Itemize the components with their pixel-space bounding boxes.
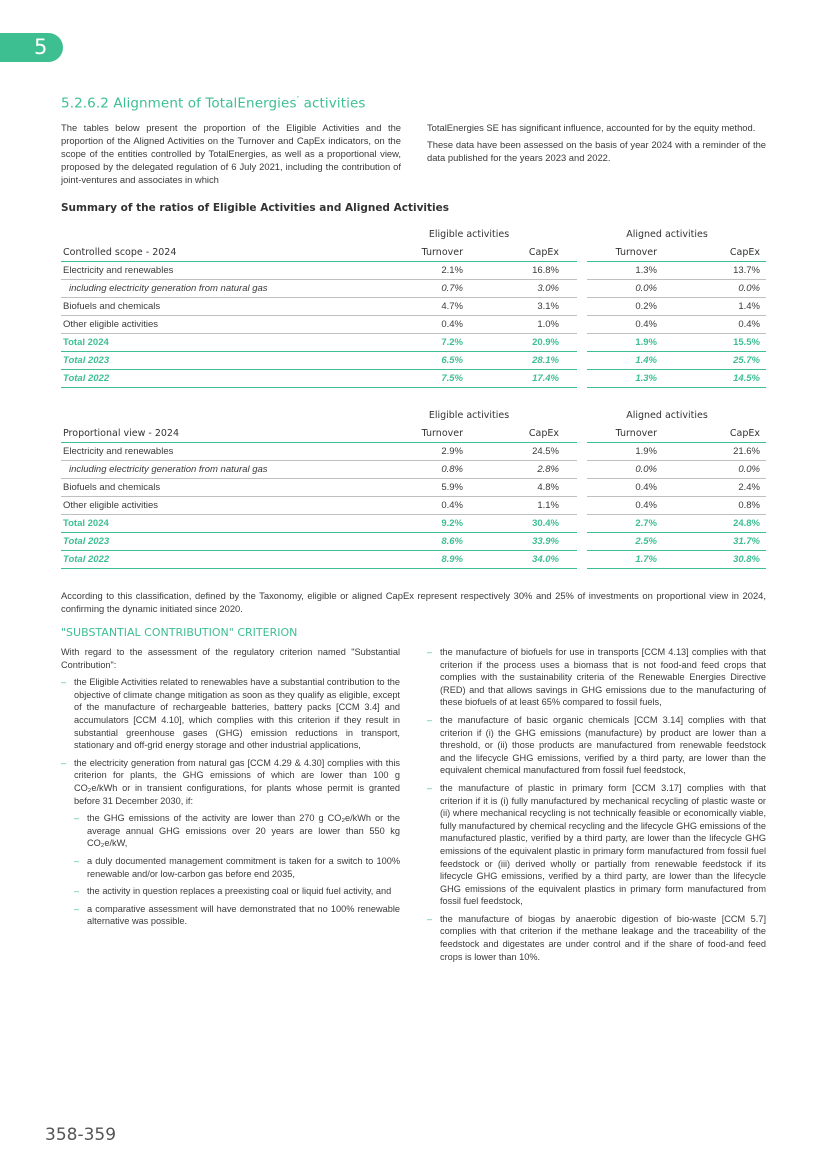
cell: 30.8% (733, 554, 760, 565)
row-label: Total 2023 (63, 536, 110, 547)
classification-paragraph: According to this classification, defined by the Taxonomy, eligible or aligned CapEx represent respectively 30% and 25% of investments on proportional view in 2024, confirming the dynamic initiated since 2020. (61, 590, 766, 614)
cell: 0.4% (441, 500, 463, 511)
aligned-group-label: Aligned activities (626, 229, 708, 240)
page-number: 358-359 (45, 1125, 117, 1145)
intro-right-column (427, 121, 766, 164)
col-header: Turnover (421, 428, 463, 439)
table-row-total (61, 334, 766, 352)
intro-right-paragraph-2: These data have been assessed on the basis of year 2024 with a reminder of the data published for the years 2023 and 2022. (427, 139, 766, 163)
table-row (61, 262, 766, 280)
cell: 24.8% (733, 518, 760, 529)
cell: 0.2% (635, 301, 657, 312)
cell: 4.7% (441, 301, 463, 312)
sub-list-item: – a duly documented management commitment is taken for a switch to 100% renewable and/or low-carbon gas before end 2035, (61, 855, 400, 880)
section-title-sup: ’ (296, 95, 300, 104)
row-label: including electricity generation from natural gas (69, 464, 268, 475)
table-group-header (61, 410, 766, 425)
intro-left-paragraph: The tables below present the proportion of the Eligible Activities and the proportion of the Aligned Activities on the Turnover and CapEx indicators, on the scope of the entities controlled by TotalEnergies, as well as a proportional view, proposed by the delegated regulation of 6 July 2021, including the contribution of joint-ventures and associates in which (61, 122, 401, 185)
table-row (61, 497, 766, 515)
table-row (61, 316, 766, 334)
cell: 30.4% (532, 518, 559, 529)
chapter-tab (0, 33, 63, 62)
cell: 16.8% (532, 265, 559, 276)
section-title-text: 5.2.6.2 Alignment of TotalEnergies (61, 95, 297, 112)
row-label: Electricity and renewables (63, 265, 174, 276)
section-title (61, 95, 366, 112)
cell: 31.7% (733, 536, 760, 547)
cell: 0.4% (635, 482, 657, 493)
table-row (61, 479, 766, 497)
cell: 0.8% (441, 464, 463, 475)
cell: 15.5% (733, 337, 760, 348)
cell: 9.2% (441, 518, 463, 529)
row-label: Total 2024 (63, 518, 109, 529)
cell: 2.9% (441, 446, 463, 457)
criterion-intro: With regard to the assessment of the regulatory criterion named "Substantial Contribution": (61, 647, 400, 670)
cell: 3.0% (537, 283, 559, 294)
controlled-scope-table (61, 229, 766, 388)
cell: 1.4% (635, 355, 657, 366)
row-label: Biofuels and chemicals (63, 301, 161, 312)
row-label: Other eligible activities (63, 500, 159, 511)
cell: 1.4% (738, 301, 760, 312)
row-label: Total 2024 (63, 337, 109, 348)
table-row-total (61, 352, 766, 370)
col-header: CapEx (528, 428, 559, 439)
cell: 17.4% (532, 373, 559, 384)
row-label: Electricity and renewables (63, 446, 174, 457)
col-header: CapEx (729, 428, 760, 439)
cell: 7.2% (441, 337, 463, 348)
col-header: Turnover (421, 247, 463, 258)
cell: 1.9% (635, 337, 657, 348)
cell: 0.0% (635, 283, 657, 294)
list-item: – the manufacture of basic organic chemicals [CCM 3.14] complies with that criterion if (i) the GHG emissions (manufacture) by product are lower than a threshold, or (ii) those products are manufactured from renewable feedstock and the lifecycle GHG emissions, verified by a third party, are lower than the equivalent chemical manufactured from fossil fuel feedstock, (427, 714, 766, 777)
table-row (61, 298, 766, 316)
cell: 20.9% (532, 337, 559, 348)
list-item: – the Eligible Activities related to renewables have a substantial contribution to the objective of climate change mitigation as soon as they qualify as eligible, except of the manufacture of rechargeable batteries, battery packs [CCM 3.4] and accumulators [CCM 4.10], which complies with this criterion if they result in substantial greenhouse gases (GHG) emission reductions in transport, stationary and off-grid energy storage and other industrial applications, (61, 676, 400, 752)
cell: 1.0% (537, 319, 559, 330)
cell: 3.1% (537, 301, 559, 312)
criterion-title: "SUBSTANTIAL CONTRIBUTION" CRITERION (61, 626, 298, 639)
table-header-row (61, 425, 766, 443)
sub-list-item: – the GHG emissions of the activity are lower than 270 g CO₂e/kWh or the average annual GHG emissions over 20 years are lower than 550 kg CO₂e/kW, (61, 812, 400, 850)
table-group-header (61, 229, 766, 244)
cell: 0.8% (738, 500, 760, 511)
col-header: CapEx (528, 247, 559, 258)
sub-list-item: – the activity in question replaces a preexisting coal or liquid fuel activity, and (61, 885, 400, 898)
list-item: – the manufacture of plastic in primary form [CCM 3.17] complies with that criterion if it is (i) fully manufactured by mechanical recycling of plastic waste or (ii) where mechanical recycling is not technically feasible or economically viable, fully manufactured by chemical recycling and the lifecycle GHG emissions of the manufactured plastic, verified by a third party, are lower than the lifecycle GHG emissions of the equivalent plastic in primary form manufactured from fossil fuel feedstock or (iii) derived wholly or partially from renewable feedstock if its lifecycle GHG emissions, verified by a third party, are lower than the lifecycle GHG emissions of the equivalent plastics in primary form manufactured from fossil fuel feedstock, (427, 782, 766, 908)
scope-label: Controlled scope - 2024 (63, 247, 177, 258)
cell: 0.0% (635, 464, 657, 475)
cell: 1.9% (635, 446, 657, 457)
list-item: – the electricity generation from natural gas [CCM 4.29 & 4.30] complies with this criterion for plants, the GHG emissions of which are lower than 100 g CO₂e/kWh or in transient configurations, for plants whose permit is granted before 31 December 2030, if: (61, 757, 400, 807)
cell: 13.7% (733, 265, 760, 276)
col-header: CapEx (729, 247, 760, 258)
cell: 5.9% (441, 482, 463, 493)
cell: 33.9% (532, 536, 559, 547)
cell: 2.8% (537, 464, 559, 475)
row-label: Total 2022 (63, 373, 110, 384)
table-row-total (61, 370, 766, 388)
table-row (61, 461, 766, 479)
table-row-total (61, 551, 766, 569)
sub-list-item: – a comparative assessment will have demonstrated that no 100% renewable alternative was possible. (61, 903, 400, 928)
cell: 1.7% (635, 554, 657, 565)
table-row-total (61, 533, 766, 551)
criterion-left-column (61, 646, 400, 933)
cell: 2.1% (441, 265, 463, 276)
scope-label: Proportional view - 2024 (63, 428, 180, 439)
proportional-view-table (61, 410, 766, 569)
cell: 0.0% (738, 464, 760, 475)
cell: 25.7% (733, 355, 760, 366)
row-label: Other eligible activities (63, 319, 159, 330)
cell: 34.0% (532, 554, 559, 565)
row-label: including electricity generation from natural gas (69, 283, 268, 294)
cell: 0.4% (635, 319, 657, 330)
list-item: – the manufacture of biogas by anaerobic digestion of bio-waste [CCM 5.7] complies with that criterion if the methane leakage and the traceability of the feedstock and digestates are under control and if the share of food-and feed crops is lower than 10%. (427, 913, 766, 963)
chapter-number: 5 (34, 35, 48, 59)
cell: 1.1% (537, 500, 559, 511)
cell: 6.5% (441, 355, 463, 366)
list-item: – the manufacture of biofuels for use in transports [CCM 4.13] complies with that criterion if the process uses a biomass that is not food-and feed crops that complies with the sustainability criteria of the Renewable Energies Directive (RED) and that allows savings in GHG emissions due to the manufacturing of these biofuels of at least 65% compared to fossil fuels, (427, 646, 766, 709)
cell: 0.4% (635, 500, 657, 511)
aligned-group-label: Aligned activities (626, 410, 708, 421)
cell: 1.3% (635, 265, 657, 276)
eligible-group-label: Eligible activities (428, 229, 510, 240)
cell: 0.4% (738, 319, 760, 330)
cell: 24.5% (532, 446, 559, 457)
cell: 0.4% (441, 319, 463, 330)
cell: 2.4% (738, 482, 760, 493)
cell: 2.7% (635, 518, 657, 529)
table-row (61, 443, 766, 461)
cell: 14.5% (733, 373, 760, 384)
row-label: Total 2022 (63, 554, 110, 565)
cell: 8.6% (441, 536, 463, 547)
cell: 28.1% (532, 355, 559, 366)
eligible-group-label: Eligible activities (428, 410, 510, 421)
table-header-row (61, 244, 766, 262)
cell: 21.6% (733, 446, 760, 457)
cell: 0.0% (738, 283, 760, 294)
row-label: Total 2023 (63, 355, 110, 366)
col-header: Turnover (615, 428, 657, 439)
criterion-right-column (427, 646, 766, 968)
table-row-total (61, 515, 766, 533)
cell: 4.8% (537, 482, 559, 493)
cell: 1.3% (635, 373, 657, 384)
cell: 8.9% (441, 554, 463, 565)
section-title-end: activities (299, 95, 366, 112)
cell: 7.5% (441, 373, 463, 384)
intro-right-paragraph-1: TotalEnergies SE has significant influence, accounted for by the equity method. (427, 122, 756, 133)
cell: 2.5% (635, 536, 657, 547)
table-row (61, 280, 766, 298)
col-header: Turnover (615, 247, 657, 258)
row-label: Biofuels and chemicals (63, 482, 161, 493)
summary-title: Summary of the ratios of Eligible Activities and Aligned Activities (61, 202, 450, 214)
cell: 0.7% (441, 283, 463, 294)
